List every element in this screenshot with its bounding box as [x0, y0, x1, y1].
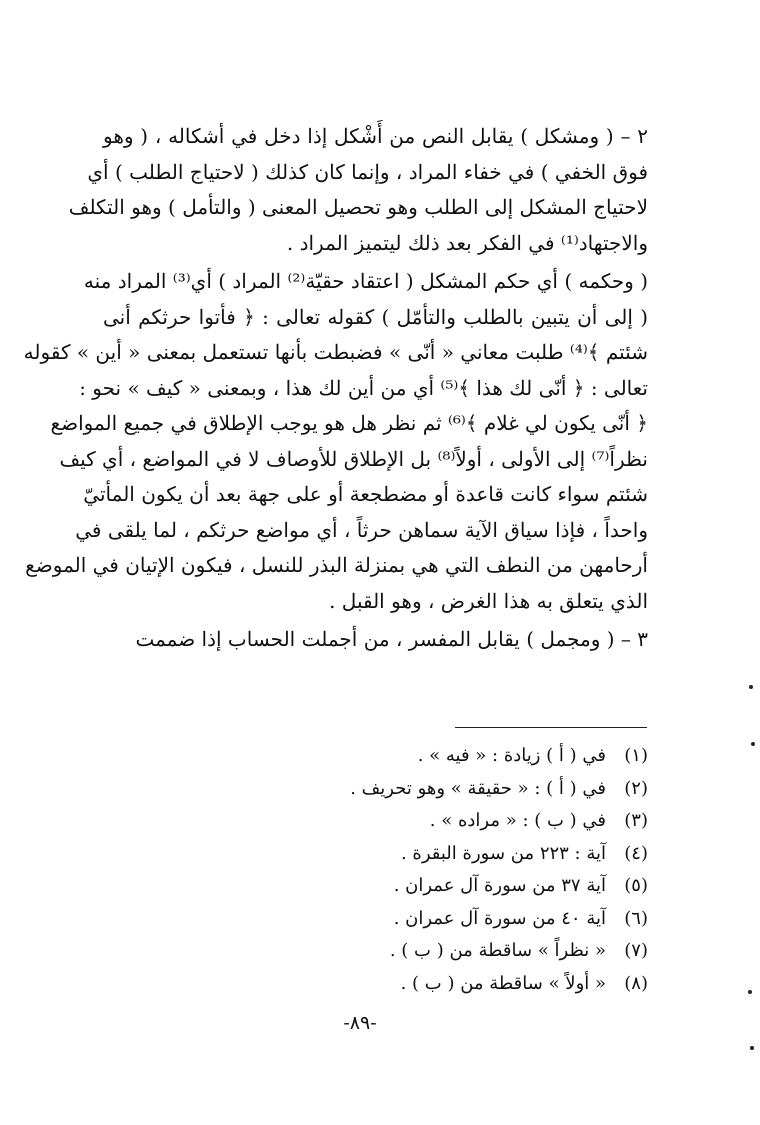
- footnote-7: [103, 935, 648, 968]
- footnote-text: « أولاً » ساقطة من ( ب ) .: [400, 972, 606, 994]
- text-line: ٢ – ( ومشكل ) يقابل النص من أَشْكل إذا دخل في أشكاله ، ( وهو: [103, 124, 648, 148]
- footnote-number: (٧): [624, 940, 648, 961]
- paragraph-3-mujmal: [103, 622, 648, 658]
- paragraph-2-mushkil: [68, 119, 648, 261]
- footnote-separator: [455, 727, 647, 728]
- text-line: شئتم سواء كانت قاعدة أو مضطجعة أو على جهة بعد أن يكون المأتيّ: [83, 482, 648, 506]
- footnote-text: في ( أ ) : « حقيقة » وهو تحريف .: [350, 777, 606, 799]
- footnotes: [103, 740, 648, 1000]
- footnote-text: آية : ٢٢٣ من سورة البقرة .: [400, 842, 606, 864]
- text-line: والاجتهاد⁽¹⁾ في الفكر بعد ذلك ليتميز المراد .: [286, 230, 648, 255]
- text-line: الذي يتعلق به هذا الغرض ، وهو القبل .: [329, 588, 648, 613]
- footnote-6: [103, 903, 648, 936]
- scan-speck: [748, 990, 752, 994]
- footnote-text: آية ٣٧ من سورة آل عمران .: [393, 875, 606, 896]
- footnote-number: (١): [624, 745, 648, 766]
- footnote-3: [103, 805, 648, 838]
- text-line: ﴿ أنّى يكون لي غلام ﴾⁽⁶⁾ ثم نظر هل هو يوجب الإطلاق في جميع المواضع: [50, 411, 648, 435]
- main-text: [23, 119, 648, 658]
- footnote-number: (٣): [624, 810, 648, 831]
- scan-speck: [750, 1046, 754, 1050]
- text-line: ( وحكمه ) أي حكم المشكل ( اعتقاد حقيّة⁽²⁾ المراد ) أي⁽³⁾ المراد منه: [83, 269, 648, 293]
- footnote-number: (٦): [624, 907, 648, 929]
- scan-speck: [749, 685, 753, 689]
- footnote-number: (٤): [624, 842, 648, 864]
- footnote-8: [103, 968, 648, 1001]
- footnote-text: آية ٤٠ من سورة آل عمران .: [393, 907, 606, 929]
- footnote-number: (٢): [624, 777, 648, 799]
- text-line: نظراً⁽⁷⁾ إلى الأولى ، أولاً⁽⁸⁾ بل الإطلاق للأوصاف لا في المواضع ، أي كيف: [59, 446, 648, 471]
- paragraph-hukm-mushkil: [23, 264, 648, 619]
- footnote-1: [103, 740, 648, 773]
- footnote-2: [103, 773, 648, 806]
- text-line: لاحتياج المشكل إلى الطلب وهو تحصيل المعنى ( والتأمل ) وهو التكلف: [68, 195, 648, 219]
- footnote-4: [103, 838, 648, 871]
- scan-speck: [751, 742, 755, 746]
- footnote-text: « نظراً » ساقطة من ( ب ) .: [389, 940, 606, 961]
- text-line: واحداً ، فإذا سياق الآية سماهن حرثاً ، أي مواضع حرثكم ، لما يلقى في: [75, 517, 648, 542]
- footnote-text: في ( ب ) : « مراده » .: [429, 810, 606, 831]
- footnote-number: (٨): [624, 972, 648, 994]
- text-line: تعالى : ﴿ أنّى لك هذا ﴾⁽⁵⁾ أي من أين لك هذا ، وبمعنى « كيف » نحو :: [79, 375, 648, 400]
- text-line: فوق الخفي ) في خفاء المراد ، وإنما كان كذلك ( لاحتياج الطلب ) أي: [87, 159, 648, 184]
- footnote-5: [103, 870, 648, 903]
- footnote-number: (٥): [624, 875, 648, 896]
- text-line: ٣ – ( ومجمل ) يقابل المفسر ، من أجملت الحساب إذا ضممت: [135, 627, 648, 651]
- text-line: ( إلى أن يتبين بالطلب والتأمّل ) كقوله تعالى : ﴿ فأتوا حرثكم أنى: [103, 304, 648, 329]
- text-line: أرحامهن من النطف التي هي بمنزلة البذر للنسل ، فيكون الإتيان في الموضع: [25, 553, 648, 577]
- text-line: شئتم ﴾⁽⁴⁾ طلبت معاني « أنّى » فضبطت بأنها تستعمل بمعنى « أين » كقوله: [23, 340, 648, 364]
- page-number: -٨٩-: [343, 1012, 377, 1034]
- footnote-text: في ( أ ) زيادة : « فيه » .: [417, 745, 606, 766]
